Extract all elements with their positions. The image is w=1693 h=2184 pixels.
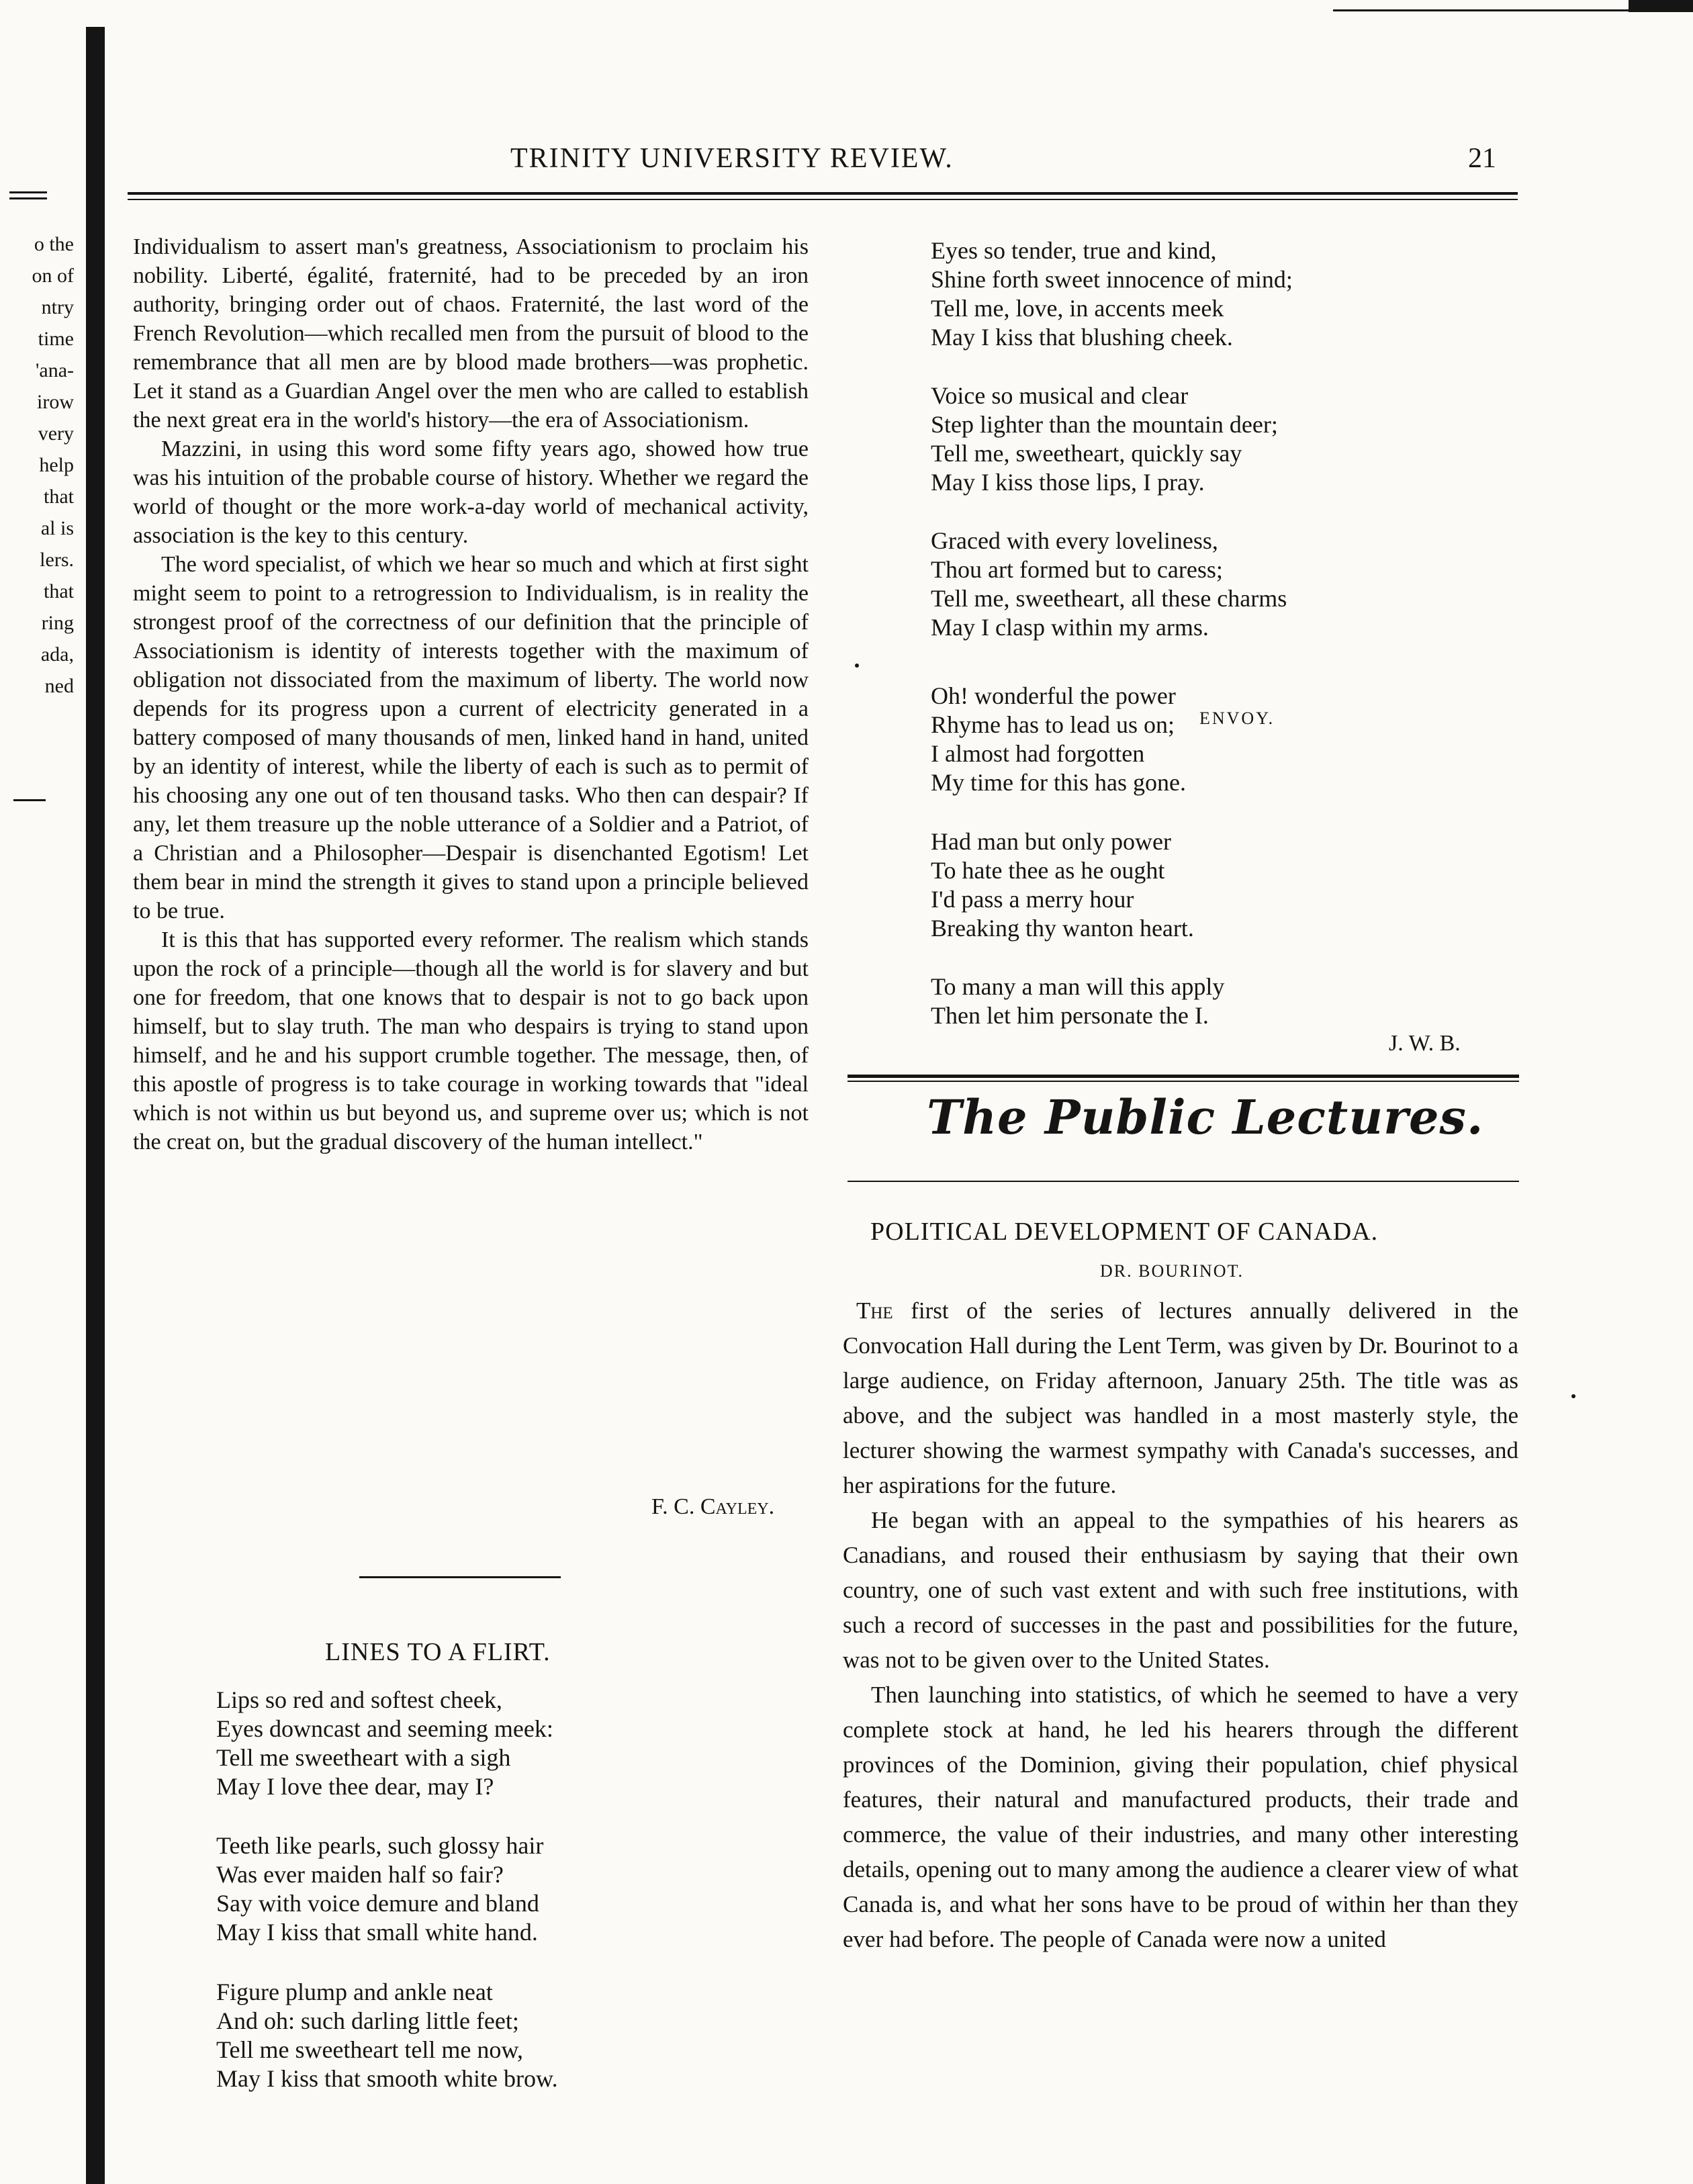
- poem-stanza: [216, 1978, 558, 2093]
- essay-paragraph: Individualism to assert man's greatness, Associationism to proclaim his nobility. Liberté, égalité, fraternité, had to be preceded by an iron authority, bringing order out of chaos. Fraternité, the last word of the French Revolution—which recalled men from the pursuit of blood to the remembrance that all men are by blood made brothers—was prophetic. Let it stand as a Guardian Angel over the men who are called to establish the next great era in the world's history—the era of Associationism.: [133, 234, 809, 433]
- poem-line: Tell me sweetheart with a sigh: [216, 1744, 511, 1771]
- margin-fragment: that: [44, 580, 74, 602]
- margin-fragment: al is: [40, 517, 74, 539]
- poem-signature: J. W. B.: [1389, 1031, 1461, 1056]
- lead-word: The: [856, 1298, 893, 1324]
- margin-fragment: o the: [34, 233, 74, 255]
- margin-fragment: ring: [41, 612, 74, 634]
- poem-line: May I kiss those lips, I pray.: [931, 469, 1205, 496]
- poem-line: Was ever maiden half so fair?: [216, 1861, 504, 1888]
- poem-line: Rhyme has to lead us on;: [931, 711, 1175, 738]
- margin-fragment: on of: [32, 265, 74, 287]
- print-speck: [855, 664, 859, 668]
- poem-line: Voice so musical and clear: [931, 382, 1189, 409]
- section-rule: [848, 1181, 1519, 1182]
- poem-line: May I love thee dear, may I?: [216, 1773, 494, 1800]
- poem-line: May I kiss that smooth white brow.: [216, 2065, 558, 2092]
- poem-line: Tell me sweetheart tell me now,: [216, 2036, 523, 2063]
- poem-line: I almost had forgotten: [931, 740, 1145, 767]
- poem-line: May I kiss that small white hand.: [216, 1919, 538, 1946]
- poem-line: Had man but only power: [931, 828, 1171, 855]
- poem-line: Thou art formed but to caress;: [931, 556, 1223, 583]
- poem-stanza: [931, 381, 1278, 497]
- poem-line: Breaking thy wanton heart.: [931, 915, 1194, 942]
- header-rule-thin: [128, 199, 1518, 200]
- poem-line: Tell me, sweetheart, all these charms: [931, 585, 1287, 612]
- margin-fragment: help: [39, 454, 74, 476]
- poem-stanza: [931, 236, 1293, 352]
- poem-line: Lips so red and softest cheek,: [216, 1686, 502, 1713]
- poem-line: May I clasp within my arms.: [931, 614, 1209, 641]
- margin-fragment: that: [44, 486, 74, 508]
- poem-stanza: [931, 527, 1287, 642]
- essay-paragraph: It is this that has supported every reformer. The realism which stands upon the rock of a principle—though all the world is for slavery and but one for freedom, that one knows that to despair is not to go back upon himself, but to slay truth. The man who despairs is trying to stand upon himself, and he and his support crumble together. The message, then, of this apostle of progress is to take courage in working towards that "ideal which is not within us but beyond us, and supreme over us; which is not the creat on, but the gradual discovery of the human intellect.": [133, 927, 809, 1154]
- corner-rule: [1333, 9, 1629, 11]
- margin-fragment: ada,: [40, 643, 74, 666]
- margin-fragment: ned: [44, 675, 74, 697]
- margin-fragment: time: [38, 328, 74, 350]
- poem-line: Tell me, love, in accents meek: [931, 295, 1224, 322]
- essay-column: [133, 232, 809, 1156]
- article-author: DR. BOURINOT.: [1100, 1261, 1244, 1281]
- poem-line: Graced with every loveliness,: [931, 527, 1218, 554]
- section-rule: [848, 1075, 1519, 1078]
- poem-line: Oh! wonderful the power: [931, 682, 1176, 709]
- poem-title: LINES TO A FLIRT.: [325, 1638, 551, 1666]
- left-margin-fragments: [0, 228, 74, 702]
- poem-line: Tell me, sweetheart, quickly say: [931, 440, 1242, 467]
- essay-paragraph: The word specialist, of which we hear so much and which at first sight might seem to point to a retrogression to Individualism, is in reality the strongest proof of the correctness of our definition that the principle of Associationism is identity of interests together with the maximum of obligation not dissociated from the maximum of liberty. The world now depends for its progress upon a current of electricity generated in a battery composed of many thousands of men, linked hand in hand, united by an identity of interest, while the liberty of each is such as to permit of his choosing any one out of ten thousand tasks. Who then can despair? If any, let them treasure up the noble utterance of a Soldier and a Patriot, of a Christian and a Philosopher—Despair is disenchanted Egotism! Let them bear in mind the strength it gives to stand upon a principle believed to be true.: [133, 552, 809, 923]
- envoy-label: ENVOY.: [1199, 709, 1275, 728]
- poem-line: Eyes so tender, true and kind,: [931, 237, 1217, 264]
- margin-fragment: ntry: [41, 296, 74, 318]
- envoy-stanza: [931, 972, 1224, 1030]
- essay-paragraph: Mazzini, in using this word some fifty years ago, showed how true was his intuition of the probable course of history. Whether we regard the world of thought or the more work-a-day world of mechanical activity, association is the key to this century.: [133, 437, 809, 548]
- poem-line: Then let him personate the I.: [931, 1002, 1209, 1029]
- article-paragraph: Then launching into statistics, of which he seemed to have a very complete stock at hand, he led his hearers through the different provinces of the Dominion, giving their population, chief physical features, their natural and manufactured products, their trade and commerce, the value of their industries, and many other interesting details, opening out to many among the audience a clearer view of what Canada is, and what her sons have to be proud of within her than they ever had before. The people of Canada were now a united: [843, 1682, 1518, 1952]
- poem-line: And oh: such darling little feet;: [216, 2007, 519, 2034]
- margin-fragment: irow: [37, 391, 74, 413]
- poem-line: Step lighter than the mountain deer;: [931, 411, 1278, 438]
- poem-line: I'd pass a merry hour: [931, 886, 1134, 913]
- poem-line: My time for this has gone.: [931, 769, 1186, 796]
- margin-rule: [9, 191, 47, 193]
- margin-rule: [9, 197, 47, 199]
- article-title: POLITICAL DEVELOPMENT OF CANADA.: [870, 1218, 1379, 1246]
- poem-line: Figure plump and ankle neat: [216, 1978, 493, 2005]
- poem-line: To hate thee as he ought: [931, 857, 1165, 884]
- page-number: 21: [1468, 143, 1496, 174]
- poem-line: Say with voice demure and bland: [216, 1890, 539, 1917]
- corner-block: [1629, 0, 1693, 12]
- essay-signature: F. C. Cayley.: [651, 1494, 775, 1519]
- poem-line: May I kiss that blushing cheek.: [931, 324, 1233, 351]
- section-heading: The Public Lectures.: [927, 1089, 1484, 1145]
- article-paragraph: He began with an appeal to the sympathies of his hearers as Canadians, and roused their enthusiasm by saying that their own country, one of such vast extent and with such free institutions, with such a record of successes in the past and possibilities for the future, was not to be given over to the United States.: [843, 1507, 1518, 1673]
- section-divider: [359, 1576, 561, 1578]
- margin-fragment: 'ana-: [35, 359, 74, 381]
- print-speck: [1571, 1394, 1575, 1398]
- margin-rule: [13, 799, 46, 801]
- header-rule: [128, 192, 1518, 195]
- poem-line: Shine forth sweet innocence of mind;: [931, 266, 1293, 293]
- running-header: TRINITY UNIVERSITY REVIEW.: [510, 143, 954, 174]
- envoy-stanza: [931, 682, 1186, 797]
- poem-stanza: [216, 1831, 543, 1947]
- poem-line: Teeth like pearls, such glossy hair: [216, 1832, 544, 1859]
- article-paragraph: first of the series of lectures annually delivered in the Convocation Hall during the Lent Term, was given by Dr. Bourinot to a large audience, on Friday afternoon, January 25th. The title was as above, and the subject was handled in a most masterly style, the lecturer showing the warmest sympathy with Canada's successes, and her aspirations for the future.: [843, 1298, 1518, 1498]
- article-column: [843, 1293, 1518, 1957]
- margin-fragment: lers.: [40, 549, 74, 571]
- poem-stanza: [216, 1686, 553, 1801]
- margin-fragment: very: [38, 422, 74, 445]
- envoy-stanza: [931, 827, 1194, 943]
- section-rule-thin: [848, 1081, 1519, 1082]
- binding-gutter: [86, 27, 105, 2184]
- poem-line: Eyes downcast and seeming meek:: [216, 1715, 553, 1742]
- poem-line: To many a man will this apply: [931, 973, 1225, 1000]
